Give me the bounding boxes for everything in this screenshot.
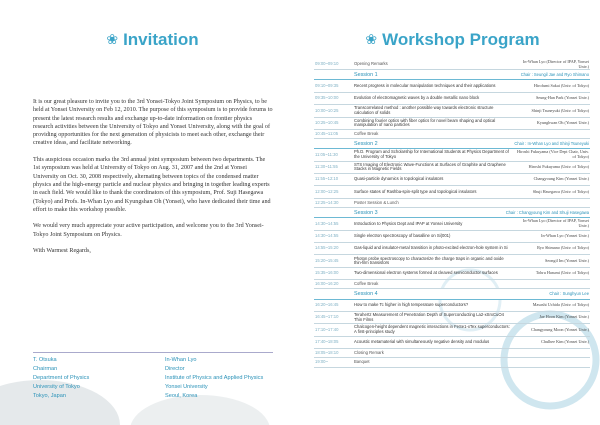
program-time: 16:20~16:45: [315, 301, 339, 307]
signature-tokyo: [33, 353, 165, 401]
program-talk-row: [314, 312, 590, 324]
signer-role: Chairman: [33, 366, 58, 372]
program-event-row: [314, 60, 590, 70]
session-header: [314, 70, 590, 80]
program-title: Gas-liquid and insulator-metal transition in photo-excited electron-hole system in Si: [354, 245, 508, 251]
program-time: 17:40~18:05: [315, 339, 339, 345]
signer-role: Director: [165, 366, 185, 372]
program-speaker: Hiroshi Fukuyama (Vice Dept Chair, Univ. of Tokyo): [517, 149, 589, 159]
program-time: 09:00~09:10: [315, 61, 339, 67]
program-speaker: In-Whan Lyo (Director of IPAP, Yonsei Univ.): [522, 218, 589, 228]
program-time: 12:00~12:25: [315, 188, 339, 194]
session-name: Session 4: [354, 290, 378, 297]
flower-icon: ❀: [365, 32, 378, 48]
program-speaker: Changyoung Kim (Yonsei Univ.): [533, 176, 589, 182]
invitation-title: Invitation: [123, 30, 199, 49]
program-time: 15:35~16:00: [315, 270, 339, 276]
program-time: 09:10~09:35: [315, 82, 339, 88]
program-speaker: Seongil Im (Yonsei Univ.): [545, 257, 589, 263]
program-speaker: Kyunghwan Oh (Yonsei Univ.): [536, 119, 589, 125]
signature-block: [33, 352, 273, 401]
session-chair: Chair : Sunghyun Lee: [549, 291, 589, 297]
signer-name: In-Whan Lyo: [165, 357, 197, 363]
program-title: Workshop Program: [382, 30, 540, 49]
program-time: 14:30~14:55: [315, 220, 339, 226]
program-title: Quasi-particle dynamics in topological insulators: [354, 176, 444, 182]
program-title: Combining fourier optics with fiber optics for novel beam shaping and optical manipulation of nano particles: [354, 117, 496, 128]
program-speaker: Changyoung Moon (Yonsei Univ.): [531, 326, 589, 332]
program-speaker: Shinji Tsuneyuki (Univ. of Tokyo): [531, 107, 589, 113]
program-talk-row: [314, 337, 590, 349]
program-title: Acoustic metamaterial with simultaneously negative density and modulus: [354, 339, 490, 345]
program-header: [300, 28, 600, 52]
session-name: Session 3: [354, 209, 378, 216]
program-talk-row: [314, 186, 590, 198]
program-talk-row: [314, 218, 590, 230]
program-talk-row: [314, 93, 590, 105]
program-speaker: Hiroshi Fukuyama (Univ. of Tokyo): [528, 164, 589, 170]
program-time: 16:45~17:10: [315, 314, 339, 320]
program-talk-row: [314, 268, 590, 280]
program-time: 17:10~17:40: [315, 326, 339, 332]
program-event-row: [314, 199, 590, 208]
session-chair: Chair : In-Whan Lyo and Shinji Tsuneyuki: [514, 141, 589, 147]
invitation-body: [33, 98, 273, 256]
program-time: 10:00~10:25: [315, 107, 339, 113]
program-time: 19:00~: [315, 359, 328, 365]
program-title: Ph.D. Program and Scholarship for International Students at Physics Department of the University of Tokyo: [354, 149, 509, 159]
program-title: Evolution of electromagnetic waves by a double metallic nano block: [354, 95, 480, 101]
program-time: 11:55~12:10: [315, 176, 339, 182]
program-talk-row: [314, 105, 590, 117]
program-time: 14:30~14:55: [315, 233, 339, 239]
program-title: Opening Remarks: [354, 61, 388, 67]
program-time: 09:35~10:00: [315, 95, 339, 101]
program-title: Photon probe spectroscopy to characterize the charge traps in organic and oxide thin-film transistors: [354, 255, 504, 266]
program-event-row: [314, 358, 590, 367]
invitation-paragraph: This auspicious occasion marks the 3rd annual joint symposium between two departments. The 1st symposium was held at University of Tokyo on Aug. 31, 2007 and the 2nd at Yonsei University on Oct. 30, 2008 respectively, alternating between topics of the condensed matter physics and the high-energy particle and nuclear physics and bringing in together leading experts in each field. We would like to thank the coordinators of this symposium, Prof. Suji Hasegawa (Tokyo) and Profs. In-Whan Lyo and Kyungshan Oh (Yonsei), who have dedicated their time and effort to make this workshop possible.: [33, 157, 271, 213]
session-name: Session 1: [354, 71, 378, 78]
program-time: 11:30~11:55: [315, 164, 338, 170]
program-speaker: Hirofumi Sakai (Univ. of Tokyo): [533, 82, 589, 88]
program-speaker: Chulhee Kim (Yonsei Univ.): [541, 339, 589, 345]
program-title: Single electron spectroscopy of basalline on Si(001): [354, 233, 451, 239]
program-speaker: In-Whan Lyo (Yonsei Univ.): [541, 233, 589, 239]
program-title: Terahertz Measurement of Penetration Depth of Superconducting La2-xSrxCuO4 Thin Films: [354, 312, 504, 322]
signer-city: Seoul, Korea: [165, 393, 198, 399]
program-time: 10:45~11:05: [315, 130, 339, 136]
program-title: Closing Remark: [354, 349, 384, 355]
program-speaker: Masashi Uchida (Univ. of Tokyo): [532, 301, 589, 307]
program-talk-row: [314, 162, 590, 174]
program-title: STS Imaging of Electronic Wave-Functions at Surfaces of Graphite and Graphene Stacks in Magnetic Fields: [354, 161, 506, 172]
program-talk-row: [314, 231, 590, 243]
program-title: Recent progress in molecular manipulation techniques and their applications: [354, 82, 496, 88]
session-header: [314, 208, 590, 218]
signoff: With Warmest Regards,: [33, 248, 91, 255]
program-talk-row: [314, 255, 590, 267]
program-event-row: [314, 280, 590, 289]
program-time: 15:20~15:45: [315, 257, 339, 263]
session-chair: Chair : Seungil Jae and Ryo Shimano: [520, 72, 589, 78]
invitation-paragraph: We would very much appreciate your active participation, and welcome you to the 3rd Yonsei-Tokyo Joint Symposium on Physics.: [33, 223, 264, 238]
program-talk-row: [314, 324, 590, 336]
program-time: 16:00~16:20: [315, 281, 339, 286]
program-event-row: [314, 349, 590, 358]
program-time: 18:05~18:10: [315, 349, 339, 355]
program-talk-row: [314, 300, 590, 312]
program-title: Two-dimensional electron systems formed at cleaved semiconductor surfaces: [354, 270, 498, 276]
program-speaker: Ryo Shimano (Univ. of Tokyo): [537, 245, 589, 251]
session-header: [314, 289, 590, 299]
program-title: How to make Tc higher in high temperature superconductors?: [354, 301, 469, 307]
program-title: Chalcogen-height dependent magnetic interactions in FeSe1-xTex superconductors: A first-principles study: [354, 324, 510, 335]
session-header: [314, 139, 590, 149]
program-title: Coffee Break: [354, 130, 379, 136]
program-title: Banquet: [354, 359, 370, 365]
program-title: Surface states of Rashba-spin-split type and topological insulators: [354, 188, 477, 194]
program-speaker: Shuji Hasegawa (Univ. of Tokyo): [532, 188, 589, 194]
program-event-row: [314, 130, 590, 139]
program-time: 12:25~14:30: [315, 199, 339, 205]
signer-dept: Institute of Physics and Applied Physics: [165, 375, 264, 381]
program-time: 10:25~10:45: [315, 119, 339, 125]
program-title: Poster Session & Lunch: [354, 199, 399, 205]
signer-city: Tokyo, Japan: [33, 393, 66, 399]
invitation-header: [0, 28, 300, 52]
program-talk-row: [314, 118, 590, 130]
program-title: Introduction to Physics Dept and IPAP at Yonsei University: [354, 220, 463, 226]
session-name: Session 2: [354, 140, 378, 147]
signer-univ: Yonsei University: [165, 384, 208, 390]
signature-yonsei: [165, 353, 273, 401]
invitation-paragraph: It is our great pleasure to invite you to the 3rd Yonsei-Tokyo Joint Symposium on Physics, to be held at Yonsei University on Feb 12, 2010. The purpose of this symposium is to provide forums to present the latest research results and exchange up-to-date information on frontier physics research activities between the University of Tokyo and Yonsei University, along with the goal of providing opportunities for the next generation of physicists to meet each other, exchange their creative ideas, and facilitate networking.: [33, 99, 273, 147]
program-title: Coffee Break: [354, 281, 379, 286]
program-speaker: Seung-Han Park (Yonsei Univ.): [535, 95, 589, 101]
program-table: [314, 60, 590, 368]
program-time: 14:55~15:20: [315, 245, 339, 251]
signer-univ: University of Tokyo: [33, 384, 80, 390]
program-speaker: Jae Hoon Kim (Yonsei Univ.): [539, 314, 589, 320]
program-talk-row: [314, 149, 590, 161]
program-page: [300, 0, 600, 425]
program-time: 11:05~11:30: [315, 151, 338, 157]
session-chair: Chair : Changyoung Kim and Shuji Hasegawa: [505, 210, 589, 216]
program-title: Transcorrelated method : another possible way towards electronic structure calculation of solids: [354, 105, 494, 115]
signer-dept: Department of Physics: [33, 375, 90, 381]
program-speaker: Tohru Hasumi (Univ. of Tokyo): [535, 270, 589, 276]
program-speaker: In-Whan Lyo (Director of IPAP, Yonsei Univ.): [522, 59, 589, 69]
signer-name: T. Otsuka: [33, 357, 57, 363]
program-talk-row: [314, 174, 590, 186]
flower-icon: ❀: [106, 32, 119, 48]
program-talk-row: [314, 243, 590, 255]
program-talk-row: [314, 80, 590, 92]
